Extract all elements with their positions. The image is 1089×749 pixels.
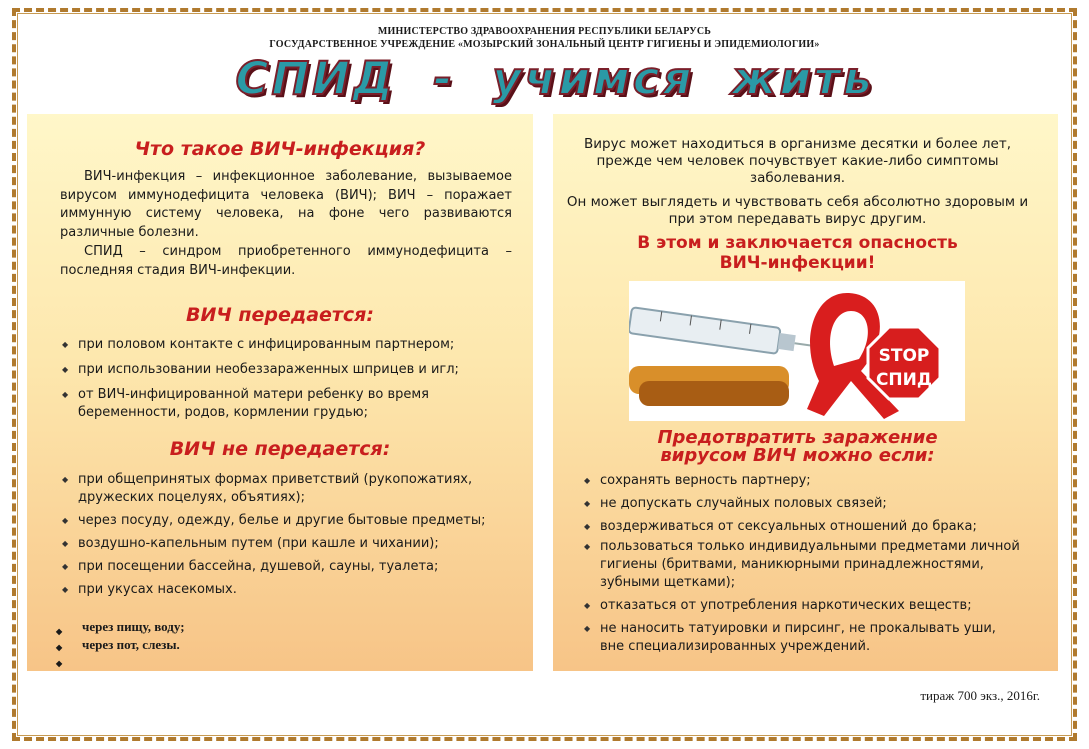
list-item: ◆ при посещении бассейна, душевой, сауны, туалета; (62, 558, 512, 576)
what-is-hiv-title: Что такое ВИЧ-инфекция? (134, 138, 426, 160)
aids-definition-paragraph: СПИД – синдром приобретенного иммунодефицита – последняя стадия ВИЧ-инфекции. (60, 244, 512, 278)
ampoule-shape (639, 381, 789, 406)
bullet-icon: ◆ (56, 627, 63, 636)
list-item: ◆ при использовании необеззараженных шприцев и игл; (62, 361, 512, 379)
list-item: ◆ воздерживаться от сексуальных отношений до брака; (584, 518, 1024, 536)
main-title: СПИД - учимся жить (235, 52, 875, 105)
list-item: ◆ от ВИЧ-инфицированной матери ребенку во время беременности, родов, кормлении грудью; (62, 386, 512, 422)
syringe-ribbon-illustration (629, 281, 965, 421)
stop-sign-text-1: STOP (878, 346, 930, 366)
what-is-hiv-paragraph: ВИЧ-инфекция – инфекционное заболевание, вызываемое вирусом иммунодефицита человека (ВИЧ); ВИЧ – поражает иммунную систему человека, на фоне чего развиваются различные болезни. (60, 169, 512, 240)
transmitted-title: ВИЧ передается: (186, 304, 374, 326)
bullet-icon: ◆ (56, 643, 63, 652)
not-transmitted-list (62, 471, 512, 599)
list-item: через пищу, воду; (82, 619, 185, 634)
syringe-ribbon-graphic (629, 281, 965, 421)
not-transmitted-title: ВИЧ не передается: (169, 438, 391, 460)
print-run-footer: тираж 700 экз., 2016г. (920, 688, 1040, 703)
asymptomatic-paragraph: Он может выглядеть и чувствовать себя абсолютно здоровым и при этом передавать вирус другим. (566, 194, 1029, 227)
prevent-title-1: Предотвратить заражение (657, 427, 938, 448)
stop-sign-text-2: СПИД (875, 370, 933, 390)
extra-not-transmitted-list (56, 618, 258, 668)
list-item: ◆ воздушно-капельным путем (при кашле и чихании); (62, 535, 512, 553)
list-item: ◆ не допускать случайных половых связей; (584, 495, 1024, 513)
danger-line-1: В этом и заключается опасность (637, 233, 958, 253)
list-item: ◆ отказаться от употребления наркотических веществ; (584, 597, 1024, 615)
list-item: ◆ при общепринятых формах приветствий (рукопожатиях, дружеских поцелуях, объятиях); (62, 471, 512, 507)
prevention-list (584, 472, 1024, 656)
list-item: ◆ сохранять верность партнеру; (584, 472, 1024, 490)
list-item: ◆ пользоваться только индивидуальными предметами личной гигиены (бритвами, маникюрными принадлежностями, зубными щетками); (584, 538, 1024, 592)
list-item: ◆ при половом контакте с инфицированным партнером; (62, 336, 512, 354)
list-item: ◆ не наносить татуировки и пирсинг, не прокалывать уши, вне специализированных учреждений. (584, 620, 1024, 656)
list-item: ◆ через посуду, одежду, белье и другие бытовые предметы; (62, 512, 512, 530)
ministry-header: МИНИСТЕРСТВО ЗДРАВООХРАНЕНИЯ РЕСПУБЛИКИ БЕЛАРУСЬ (377, 26, 712, 37)
danger-line-2: ВИЧ-инфекции! (719, 253, 876, 273)
virus-latency-paragraph: Вирус может находиться в организме десятки и более лет, прежде чем человек почувствует какие-либо симптомы заболевания. (583, 136, 1012, 186)
bullet-icon: ◆ (56, 659, 63, 668)
transmitted-list (62, 336, 512, 422)
list-item: через пот, слезы. (82, 637, 180, 652)
prevent-title-2: вирусом ВИЧ можно если: (660, 445, 935, 466)
list-item: ◆ при укусах насекомых. (62, 581, 512, 599)
institution-header: ГОСУДАРСТВЕННОЕ УЧРЕЖДЕНИЕ «МОЗЫРСКИЙ ЗОНАЛЬНЫЙ ЦЕНТР ГИГИЕНЫ И ЭПИДЕМИОЛОГИИ» (269, 39, 820, 50)
